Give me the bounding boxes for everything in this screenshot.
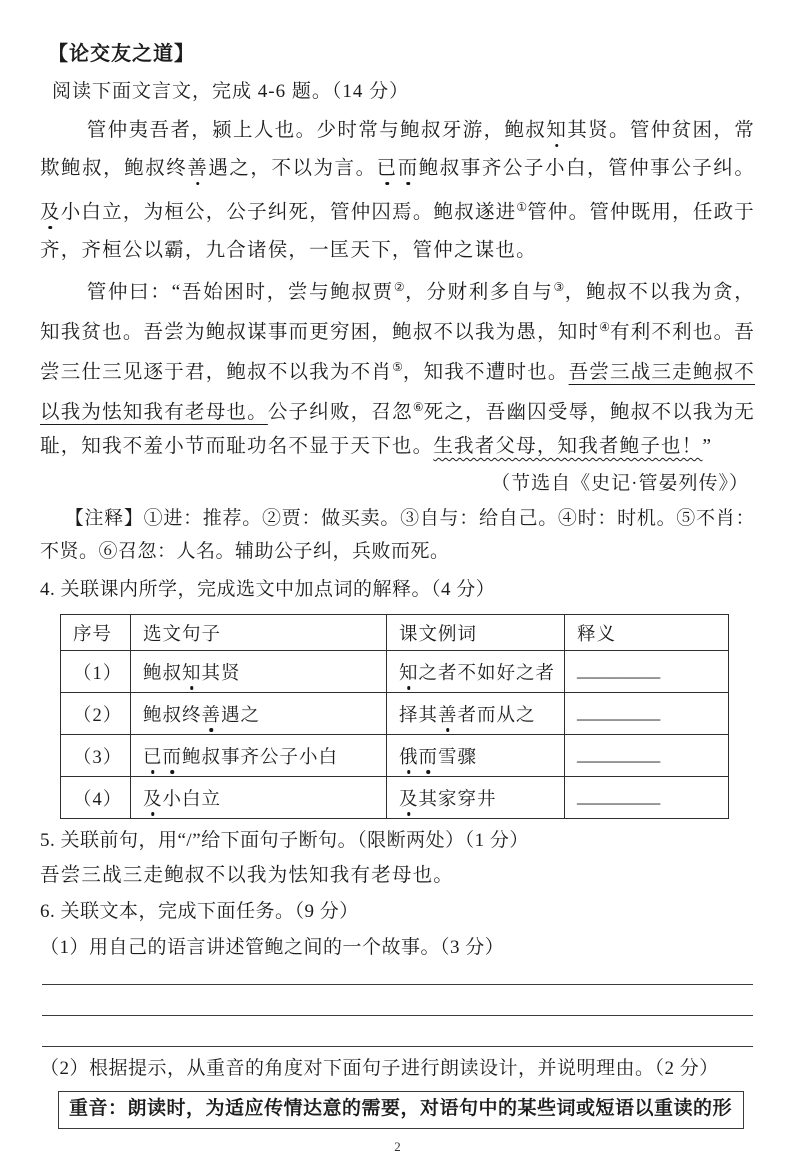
text-segment: 公子纠败，召忽 bbox=[267, 402, 413, 423]
emphasized-char: 而 bbox=[397, 158, 419, 179]
text-segment: 雪骤 bbox=[438, 747, 478, 768]
text-segment: 之者不如好之者 bbox=[418, 663, 556, 684]
note-superscript: ⑥ bbox=[412, 400, 424, 414]
table-row bbox=[61, 693, 729, 735]
emphasized-char: 而 bbox=[418, 747, 439, 768]
question-6-1-label: （1）用自己的语言讲述管鲍之间的一个故事。（3 分） bbox=[40, 937, 505, 958]
text-segment: 其家穿井 bbox=[418, 789, 497, 810]
emphasized-char: 及 bbox=[40, 202, 61, 223]
cell-number: （2） bbox=[61, 693, 131, 735]
question-6-2-label: （2）根据提示，从重音的角度对下面句子进行朗读设计，并说明理由。（2 分） bbox=[40, 1058, 719, 1079]
text-segment: ” bbox=[702, 436, 713, 457]
cell-answer-blank bbox=[565, 693, 729, 735]
emphasized-char: 已 bbox=[376, 158, 398, 179]
note-superscript: ⑤ bbox=[392, 360, 403, 374]
cell-example bbox=[387, 651, 565, 693]
text-segment: 遇之，不以为言。 bbox=[208, 158, 377, 179]
answer-line bbox=[42, 984, 753, 985]
header-cell-example: 课文例词 bbox=[387, 615, 565, 651]
text-segment: 择其 bbox=[399, 705, 439, 726]
cell-sentence bbox=[131, 693, 387, 735]
answer-blank: _________ bbox=[577, 661, 661, 681]
question-4-label: 4. 关联课内所学，完成选文中加点词的解释。（4 分） bbox=[40, 579, 496, 600]
text-segment: 其贤 bbox=[201, 663, 241, 684]
cell-example bbox=[387, 693, 565, 735]
question-5-sentence: 吾尝三战三走鲍叔不以我为怯知我有老母也。 bbox=[40, 865, 455, 886]
text-segment: 小白立 bbox=[162, 789, 222, 810]
text-segment: 有利不利也。吾尝三仕三见逐于君，鲍叔不以我为不肖 bbox=[40, 322, 756, 383]
emphasized-char: 及 bbox=[399, 789, 419, 810]
cell-sentence bbox=[131, 777, 387, 819]
text-segment: 鲍叔终 bbox=[143, 705, 202, 726]
text-segment: ，知我不遭时也。 bbox=[402, 362, 569, 383]
text-segment: 管仲。管仲既用，任政于齐，齐桓公以霸，九合诸侯，一匡天下，管仲之谋也。 bbox=[40, 202, 756, 261]
table-row bbox=[61, 735, 729, 777]
cell-number: （4） bbox=[61, 777, 131, 819]
text-segment: 者而从之 bbox=[457, 705, 536, 726]
cell-example bbox=[387, 777, 565, 819]
text-segment: 管仲曰：“吾始困时，尝与鲍叔贾 bbox=[86, 282, 394, 303]
text-segment: ，分财利多自与 bbox=[405, 282, 554, 303]
vocab-table bbox=[60, 614, 729, 819]
cell-sentence bbox=[131, 651, 387, 693]
reading-instruction: 阅读下面文言文，完成 4-6 题。（14 分） bbox=[52, 81, 410, 102]
answer-blank: _________ bbox=[577, 703, 661, 723]
emphasized-char: 而 bbox=[162, 747, 183, 768]
passage-paragraph-2 bbox=[40, 270, 755, 464]
text-segment: 鲍叔 bbox=[143, 663, 183, 684]
note-superscript: ① bbox=[516, 200, 528, 214]
text-segment: 鲍叔事齐公子小白 bbox=[182, 747, 339, 768]
emphasized-char: 及 bbox=[143, 789, 163, 810]
table-row bbox=[61, 651, 729, 693]
text-segment: 死之，吾幽囚受辱，鲍叔不以我为无耻，知我不羞小节而耻功名不显于天下也。 bbox=[40, 402, 756, 457]
cell-example bbox=[387, 735, 565, 777]
cell-sentence bbox=[131, 735, 387, 777]
text-segment: ，鲍叔不以我为贪，知我贫也。吾尝为鲍叔谋事而更穷困，鲍叔不以我为愚，知时 bbox=[40, 282, 755, 343]
passage-notes: 【注释】①进：推荐。②贾：做买卖。③自与：给自己。④时：时机。⑤不肖：不贤。⑥召忽：人名。辅助公子纠，兵败而死。 bbox=[40, 508, 755, 562]
header-cell-number: 序号 bbox=[61, 615, 131, 651]
answer-blank: _________ bbox=[577, 787, 661, 807]
emphasized-char: 俄 bbox=[399, 747, 419, 768]
text-segment: 小白立，为桓公，公子纠死，管仲囚焉。鲍叔遂进 bbox=[60, 202, 517, 223]
cell-answer-blank bbox=[565, 651, 729, 693]
answer-line bbox=[42, 1046, 753, 1047]
table-header-row bbox=[61, 615, 729, 651]
header-cell-meaning: 释义 bbox=[565, 615, 729, 651]
passage-paragraph-1 bbox=[40, 112, 755, 270]
emphasized-char: 善 bbox=[438, 705, 458, 726]
emphasized-char: 知 bbox=[546, 120, 568, 141]
cell-answer-blank bbox=[565, 777, 729, 819]
text-segment: 管仲夷吾者，颍上人也。少时常与鲍叔牙游，鲍叔 bbox=[86, 120, 547, 141]
cell-number: （3） bbox=[61, 735, 131, 777]
text-segment: 遇之 bbox=[221, 705, 261, 726]
emphasized-char: 善 bbox=[187, 158, 209, 179]
answer-blank: _________ bbox=[577, 745, 661, 765]
header-cell-sentence: 选文句子 bbox=[131, 615, 387, 651]
passage-source: （节选自《史记·管晏列传》） bbox=[491, 473, 749, 494]
cell-answer-blank bbox=[565, 735, 729, 777]
emphasized-char: 知 bbox=[182, 663, 202, 684]
stress-hint-text: 重音：朗读时，为适应传情达意的需要，对语句中的某些词或短语以重读的形 bbox=[69, 1098, 733, 1119]
answer-line bbox=[42, 1015, 753, 1016]
table-row bbox=[61, 777, 729, 819]
note-superscript: ④ bbox=[599, 320, 611, 334]
text-segment: 吾尝三战三走鲍叔不以我为怯知我有老母也。 bbox=[40, 362, 755, 423]
stress-hint-box bbox=[58, 1091, 744, 1129]
emphasized-char: 已 bbox=[143, 747, 163, 768]
note-superscript: ③ bbox=[553, 280, 565, 294]
emphasized-char: 知 bbox=[399, 663, 419, 684]
question-5-label: 5. 关联前句，用“/”给下面句子断句。（限断两处）（1 分） bbox=[40, 830, 529, 851]
cell-number: （1） bbox=[61, 651, 131, 693]
note-superscript: ② bbox=[393, 280, 406, 294]
text-segment: 生我者父母，知我者鲍子也！ bbox=[433, 436, 703, 457]
section-title: 【论交友之道】 bbox=[48, 43, 195, 65]
text-segment: 鲍叔事齐公子小白，管仲事公子纠。 bbox=[418, 158, 756, 179]
page-number: 2 bbox=[394, 1139, 401, 1154]
emphasized-char: 善 bbox=[201, 705, 222, 726]
question-6-label: 6. 关联文本，完成下面任务。（9 分） bbox=[40, 901, 359, 922]
text-segment: 其贤。管仲贫困，常欺鲍叔，鲍叔终 bbox=[40, 120, 755, 179]
